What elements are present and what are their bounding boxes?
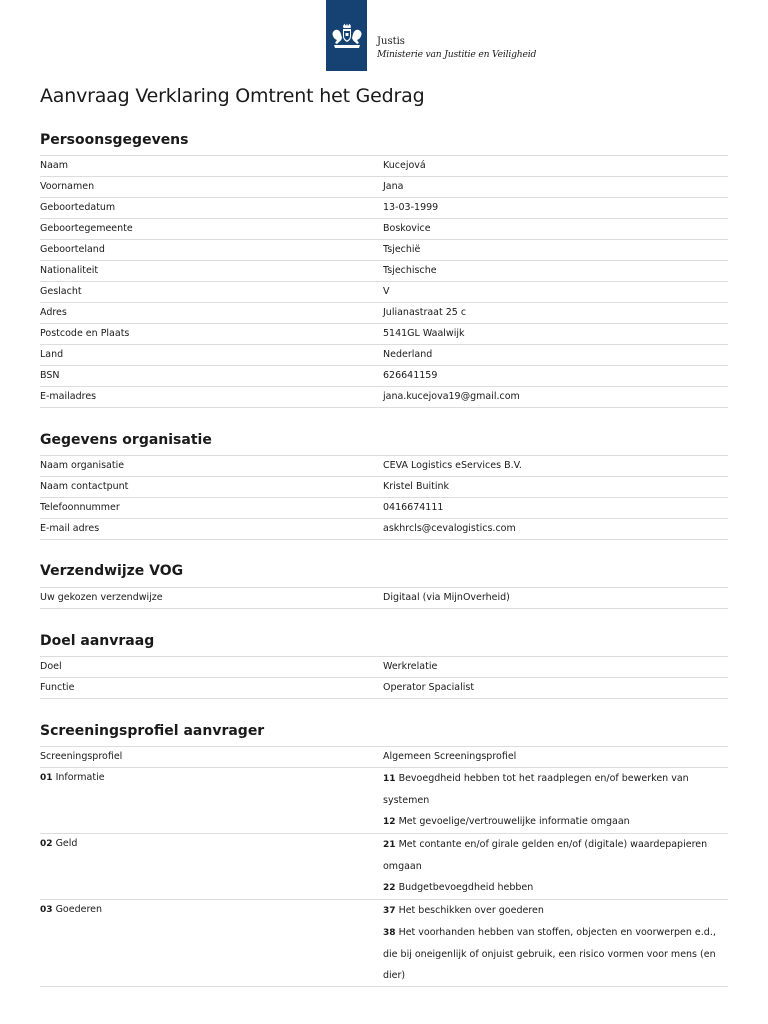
row-value: Tsjechië: [383, 244, 421, 255]
ministry-name: Ministerie van Justitie en Veiligheid: [377, 49, 537, 60]
group-code: 03: [40, 905, 53, 915]
group-code: 01: [40, 773, 53, 783]
row-value: Kucejová: [383, 160, 426, 171]
row-value: Operator Spacialist: [383, 682, 475, 693]
row-label: Land: [40, 349, 64, 360]
row-label: Functie: [40, 682, 75, 693]
item-code: 22: [383, 883, 396, 893]
table-row: [40, 282, 728, 303]
screening-item: [383, 768, 728, 811]
group-label: [40, 768, 383, 833]
row-label: Postcode en Plaats: [40, 328, 130, 339]
row-label: Geboorteland: [40, 244, 105, 255]
row-value: askhrcls@cevalogistics.com: [383, 523, 516, 534]
table-row: [40, 657, 728, 678]
row-label: Doel: [40, 661, 62, 672]
item-code: 11: [383, 774, 396, 784]
row-value: Jana: [383, 181, 404, 192]
row-value: 5141GL Waalwijk: [383, 328, 465, 339]
screening-item: [383, 834, 728, 877]
table-doel: [40, 656, 728, 699]
row-value: Boskovice: [383, 223, 431, 234]
item-code: 21: [383, 840, 396, 850]
table-row-screening-group: [40, 834, 728, 900]
section-title-verzendwijze: Verzendwijze VOG: [40, 563, 184, 579]
table-verzendwijze: [40, 587, 728, 609]
table-row: [40, 678, 728, 699]
row-label: Uw gekozen verzendwijze: [40, 592, 163, 603]
screening-item: [383, 900, 728, 922]
row-label: Adres: [40, 307, 67, 318]
group-items: [383, 900, 728, 986]
row-value: Nederland: [383, 349, 433, 360]
group-label: [40, 834, 383, 899]
screening-item: [383, 811, 728, 833]
logo-bar: [326, 0, 367, 71]
table-row-screeningsprofiel: [40, 747, 728, 768]
item-code: 12: [383, 817, 396, 827]
row-value: 626641159: [383, 370, 438, 381]
table-row: [40, 498, 728, 519]
row-value: 13-03-1999: [383, 202, 439, 213]
table-row: [40, 240, 728, 261]
table-row: [40, 387, 728, 408]
org-name: Justis: [377, 36, 405, 47]
table-row: [40, 324, 728, 345]
row-value: CEVA Logistics eServices B.V.: [383, 460, 522, 471]
row-value: V: [383, 286, 390, 297]
table-row: [40, 456, 728, 477]
row-label: Nationaliteit: [40, 265, 99, 276]
table-row: [40, 198, 728, 219]
screening-item: [383, 877, 728, 899]
row-value: Digitaal (via MijnOverheid): [383, 592, 510, 603]
row-value: Werkrelatie: [383, 661, 438, 672]
table-row: [40, 588, 728, 609]
group-name: Geld: [55, 838, 78, 849]
section-title-screening: Screeningsprofiel aanvrager: [40, 723, 265, 739]
group-label: [40, 900, 383, 986]
group-items: [383, 768, 728, 833]
row-label: Geboortedatum: [40, 202, 116, 213]
header-logo: [326, 0, 536, 71]
row-value: Tsjechische: [383, 265, 437, 276]
table-row-screening-group: [40, 768, 728, 834]
table-row: [40, 366, 728, 387]
table-row: [40, 261, 728, 282]
row-label: Screeningsprofiel: [40, 751, 123, 762]
table-row: [40, 519, 728, 540]
item-text: Bevoegdheid hebben tot het raadplegen en/of bewerken van systemen: [383, 773, 689, 806]
row-label: Geboortegemeente: [40, 223, 133, 234]
table-row: [40, 219, 728, 240]
page-title: Aanvraag Verklaring Omtrent het Gedrag: [40, 85, 425, 107]
table-screening: [40, 746, 728, 987]
item-text: Met gevoelige/vertrouwelijke informatie omgaan: [398, 816, 630, 827]
group-name: Goederen: [55, 904, 103, 915]
row-label: Naam organisatie: [40, 460, 125, 471]
row-value: Algemeen Screeningsprofiel: [383, 751, 517, 762]
screening-item: [383, 922, 728, 986]
item-text: Het voorhanden hebben van stoffen, objecten en voorwerpen e.d., die bij oneigenlijk of onjuist gebruik, een risico vormen voor mens (en dier): [383, 927, 716, 981]
row-label: Naam contactpunt: [40, 481, 129, 492]
table-row: [40, 345, 728, 366]
item-text: Budgetbevoegdheid hebben: [398, 882, 534, 893]
group-items: [383, 834, 728, 899]
row-value: Julianastraat 25 c: [383, 307, 467, 318]
table-persoonsgegevens: [40, 155, 728, 408]
dutch-coat-of-arms-icon: [330, 23, 364, 49]
row-label: Voornamen: [40, 181, 95, 192]
table-row: [40, 303, 728, 324]
item-code: 38: [383, 928, 396, 938]
table-row-screening-group: [40, 900, 728, 987]
item-code: 37: [383, 906, 396, 916]
row-label: Naam: [40, 160, 69, 171]
group-name: Informatie: [55, 772, 105, 783]
row-label: E-mail adres: [40, 523, 100, 534]
table-row: [40, 156, 728, 177]
row-value: jana.kucejova19@gmail.com: [383, 391, 520, 402]
row-label: Geslacht: [40, 286, 82, 297]
item-text: Met contante en/of girale gelden en/of (digitale) waardepapieren omgaan: [383, 839, 708, 872]
section-title-doel: Doel aanvraag: [40, 633, 155, 649]
row-value: 0416674111: [383, 502, 444, 513]
table-organisatie: [40, 455, 728, 540]
table-row: [40, 477, 728, 498]
table-row: [40, 177, 728, 198]
row-label: Telefoonnummer: [40, 502, 120, 513]
row-value: Kristel Buitink: [383, 481, 450, 492]
item-text: Het beschikken over goederen: [398, 905, 544, 916]
row-label: BSN: [40, 370, 60, 381]
row-label: E-mailadres: [40, 391, 97, 402]
group-code: 02: [40, 839, 53, 849]
logo-text: [377, 35, 536, 61]
section-title-organisatie: Gegevens organisatie: [40, 432, 212, 448]
section-title-persoonsgegevens: Persoonsgegevens: [40, 132, 189, 148]
